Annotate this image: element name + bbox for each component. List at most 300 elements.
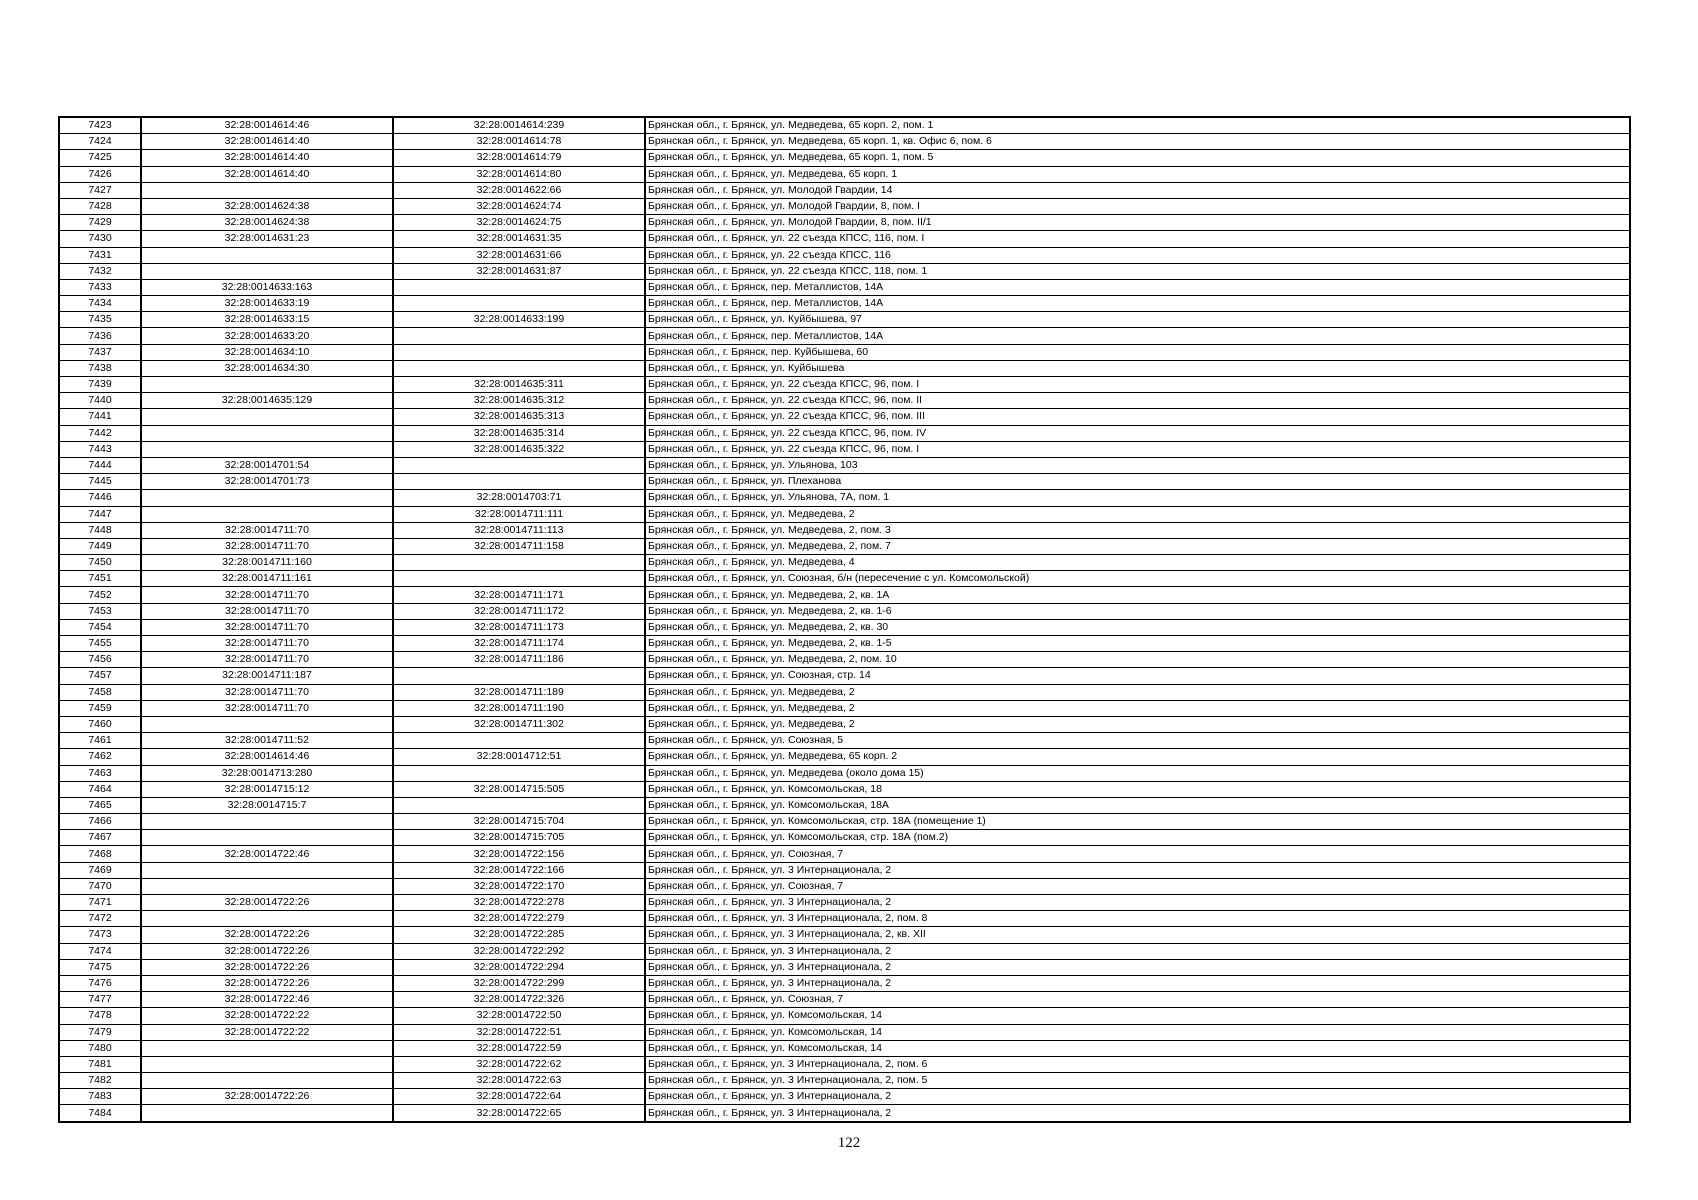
- row-number-cell: 7473: [59, 927, 141, 943]
- object-cadastral-number-cell: 32:28:0014614:239: [393, 117, 645, 134]
- land-cadastral-number-cell: 32:28:0014722:46: [141, 992, 393, 1008]
- table-row: [59, 344, 1630, 360]
- object-cadastral-number-cell: 32:28:0014622:66: [393, 182, 645, 198]
- table-row: [59, 538, 1630, 554]
- object-cadastral-number-cell: 32:28:0014631:35: [393, 231, 645, 247]
- object-cadastral-number-cell: 32:28:0014635:322: [393, 441, 645, 457]
- object-cadastral-number-cell: 32:28:0014624:75: [393, 215, 645, 231]
- address-cell: Брянская обл., г. Брянск, ул. Медведева, 2: [645, 684, 1630, 700]
- table-row: [59, 684, 1630, 700]
- land-cadastral-number-cell: 32:28:0014711:160: [141, 555, 393, 571]
- table-row: [59, 878, 1630, 894]
- address-cell: Брянская обл., г. Брянск, ул. 3 Интернационала, 2: [645, 1089, 1630, 1105]
- object-cadastral-number-cell: 32:28:0014722:51: [393, 1024, 645, 1040]
- address-cell: Брянская обл., г. Брянск, ул. Медведева, 2, пом. 3: [645, 522, 1630, 538]
- address-cell: Брянская обл., г. Брянск, ул. Медведева, 65 корп. 2: [645, 749, 1630, 765]
- object-cadastral-number-cell: [393, 555, 645, 571]
- address-cell: Брянская обл., г. Брянск, ул. Медведева, 2, пом. 7: [645, 538, 1630, 554]
- table-row: [59, 668, 1630, 684]
- address-cell: Брянская обл., г. Брянск, ул. Медведева, 2: [645, 506, 1630, 522]
- table-row: [59, 247, 1630, 263]
- row-number-cell: 7481: [59, 1056, 141, 1072]
- land-cadastral-number-cell: [141, 441, 393, 457]
- row-number-cell: 7480: [59, 1040, 141, 1056]
- table-row: [59, 150, 1630, 166]
- row-number-cell: 7437: [59, 344, 141, 360]
- row-number-cell: 7483: [59, 1089, 141, 1105]
- row-number-cell: 7434: [59, 296, 141, 312]
- table-row: [59, 231, 1630, 247]
- land-cadastral-number-cell: 32:28:0014711:70: [141, 684, 393, 700]
- address-cell: Брянская обл., г. Брянск, ул. Плеханова: [645, 474, 1630, 490]
- object-cadastral-number-cell: 32:28:0014711:172: [393, 603, 645, 619]
- table-row: [59, 603, 1630, 619]
- row-number-cell: 7425: [59, 150, 141, 166]
- address-cell: Брянская обл., г. Брянск, пер. Металлистов, 14А: [645, 279, 1630, 295]
- row-number-cell: 7479: [59, 1024, 141, 1040]
- land-cadastral-number-cell: [141, 490, 393, 506]
- table-row: [59, 117, 1630, 134]
- row-number-cell: 7470: [59, 878, 141, 894]
- table-row: [59, 733, 1630, 749]
- table-row: [59, 716, 1630, 732]
- land-cadastral-number-cell: [141, 862, 393, 878]
- address-cell: Брянская обл., г. Брянск, ул. 3 Интернационала, 2, пом. 8: [645, 911, 1630, 927]
- row-number-cell: 7430: [59, 231, 141, 247]
- row-number-cell: 7445: [59, 474, 141, 490]
- land-cadastral-number-cell: 32:28:0014634:30: [141, 360, 393, 376]
- row-number-cell: 7475: [59, 959, 141, 975]
- object-cadastral-number-cell: 32:28:0014703:71: [393, 490, 645, 506]
- object-cadastral-number-cell: 32:28:0014722:294: [393, 959, 645, 975]
- table-row: [59, 814, 1630, 830]
- row-number-cell: 7432: [59, 263, 141, 279]
- address-cell: Брянская обл., г. Брянск, ул. Комсомольская, 14: [645, 1008, 1630, 1024]
- table-row: [59, 846, 1630, 862]
- land-cadastral-number-cell: 32:28:0014711:70: [141, 587, 393, 603]
- land-cadastral-number-cell: [141, 830, 393, 846]
- address-cell: Брянская обл., г. Брянск, ул. 22 съезда КПСС, 96, пом. II: [645, 393, 1630, 409]
- table-row: [59, 474, 1630, 490]
- row-number-cell: 7436: [59, 328, 141, 344]
- table-row: [59, 895, 1630, 911]
- row-number-cell: 7462: [59, 749, 141, 765]
- land-cadastral-number-cell: 32:28:0014711:52: [141, 733, 393, 749]
- table-row: [59, 911, 1630, 927]
- row-number-cell: 7426: [59, 166, 141, 182]
- object-cadastral-number-cell: [393, 360, 645, 376]
- address-cell: Брянская обл., г. Брянск, ул. Медведева, 65 корп. 1: [645, 166, 1630, 182]
- object-cadastral-number-cell: 32:28:0014633:199: [393, 312, 645, 328]
- address-cell: Брянская обл., г. Брянск, ул. Ульянова, 7А, пом. 1: [645, 490, 1630, 506]
- table-row: [59, 636, 1630, 652]
- object-cadastral-number-cell: [393, 457, 645, 473]
- land-cadastral-number-cell: 32:28:0014633:15: [141, 312, 393, 328]
- object-cadastral-number-cell: 32:28:0014711:113: [393, 522, 645, 538]
- address-cell: Брянская обл., г. Брянск, ул. Комсомольская, 14: [645, 1040, 1630, 1056]
- address-cell: Брянская обл., г. Брянск, ул. 3 Интернационала, 2: [645, 862, 1630, 878]
- land-cadastral-number-cell: [141, 1040, 393, 1056]
- land-cadastral-number-cell: 32:28:0014701:54: [141, 457, 393, 473]
- land-cadastral-number-cell: 32:28:0014722:26: [141, 927, 393, 943]
- row-number-cell: 7478: [59, 1008, 141, 1024]
- land-cadastral-number-cell: 32:28:0014614:40: [141, 166, 393, 182]
- table-row: [59, 619, 1630, 635]
- table-row: [59, 522, 1630, 538]
- address-cell: Брянская обл., г. Брянск, ул. 3 Интернационала, 2: [645, 895, 1630, 911]
- land-cadastral-number-cell: 32:28:0014711:70: [141, 522, 393, 538]
- object-cadastral-number-cell: [393, 279, 645, 295]
- table-row: [59, 571, 1630, 587]
- table-row: [59, 749, 1630, 765]
- address-cell: Брянская обл., г. Брянск, ул. Союзная, 5: [645, 733, 1630, 749]
- object-cadastral-number-cell: [393, 474, 645, 490]
- address-cell: Брянская обл., г. Брянск, ул. Куйбышева, 97: [645, 312, 1630, 328]
- address-cell: Брянская обл., г. Брянск, пер. Металлистов, 14А: [645, 328, 1630, 344]
- address-cell: Брянская обл., г. Брянск, пер. Металлистов, 14А: [645, 296, 1630, 312]
- row-number-cell: 7471: [59, 895, 141, 911]
- address-cell: Брянская обл., г. Брянск, ул. Медведева, 2, кв. 1-6: [645, 603, 1630, 619]
- table-row: [59, 409, 1630, 425]
- page-number: 122: [837, 1135, 861, 1151]
- land-cadastral-number-cell: 32:28:0014634:10: [141, 344, 393, 360]
- land-cadastral-number-cell: [141, 716, 393, 732]
- object-cadastral-number-cell: 32:28:0014711:158: [393, 538, 645, 554]
- land-cadastral-number-cell: [141, 878, 393, 894]
- table-row: [59, 296, 1630, 312]
- table-row: [59, 975, 1630, 991]
- land-cadastral-number-cell: 32:28:0014722:22: [141, 1008, 393, 1024]
- object-cadastral-number-cell: 32:28:0014715:704: [393, 814, 645, 830]
- land-cadastral-number-cell: 32:28:0014715:12: [141, 781, 393, 797]
- object-cadastral-number-cell: 32:28:0014712:51: [393, 749, 645, 765]
- table-row: [59, 1073, 1630, 1089]
- row-number-cell: 7484: [59, 1105, 141, 1122]
- land-cadastral-number-cell: 32:28:0014711:70: [141, 636, 393, 652]
- row-number-cell: 7450: [59, 555, 141, 571]
- row-number-cell: 7443: [59, 441, 141, 457]
- address-cell: Брянская обл., г. Брянск, ул. Комсомольская, 18: [645, 781, 1630, 797]
- row-number-cell: 7448: [59, 522, 141, 538]
- land-cadastral-number-cell: [141, 1073, 393, 1089]
- object-cadastral-number-cell: 32:28:0014711:173: [393, 619, 645, 635]
- object-cadastral-number-cell: 32:28:0014722:326: [393, 992, 645, 1008]
- table-row: [59, 1024, 1630, 1040]
- object-cadastral-number-cell: 32:28:0014722:50: [393, 1008, 645, 1024]
- row-number-cell: 7460: [59, 716, 141, 732]
- table-row: [59, 959, 1630, 975]
- land-cadastral-number-cell: 32:28:0014713:280: [141, 765, 393, 781]
- address-cell: Брянская обл., г. Брянск, ул. 3 Интернационала, 2: [645, 943, 1630, 959]
- object-cadastral-number-cell: 32:28:0014711:174: [393, 636, 645, 652]
- table-row: [59, 992, 1630, 1008]
- row-number-cell: 7456: [59, 652, 141, 668]
- address-cell: Брянская обл., г. Брянск, ул. 22 съезда КПСС, 118, пом. 1: [645, 263, 1630, 279]
- land-cadastral-number-cell: 32:28:0014722:26: [141, 975, 393, 991]
- address-cell: Брянская обл., г. Брянск, ул. 3 Интернационала, 2: [645, 959, 1630, 975]
- row-number-cell: 7439: [59, 377, 141, 393]
- address-cell: Брянская обл., г. Брянск, ул. Медведева, 2, кв. 1-5: [645, 636, 1630, 652]
- object-cadastral-number-cell: [393, 344, 645, 360]
- land-cadastral-number-cell: 32:28:0014614:46: [141, 117, 393, 134]
- table-row: [59, 652, 1630, 668]
- table-row: [59, 490, 1630, 506]
- address-cell: Брянская обл., г. Брянск, ул. Ульянова, 103: [645, 457, 1630, 473]
- object-cadastral-number-cell: 32:28:0014722:65: [393, 1105, 645, 1122]
- row-number-cell: 7429: [59, 215, 141, 231]
- row-number-cell: 7431: [59, 247, 141, 263]
- object-cadastral-number-cell: [393, 765, 645, 781]
- land-cadastral-number-cell: 32:28:0014715:7: [141, 797, 393, 813]
- land-cadastral-number-cell: [141, 911, 393, 927]
- row-number-cell: 7424: [59, 134, 141, 150]
- land-cadastral-number-cell: 32:28:0014614:40: [141, 150, 393, 166]
- table-row: [59, 198, 1630, 214]
- table-row: [59, 1089, 1630, 1105]
- land-cadastral-number-cell: [141, 377, 393, 393]
- land-cadastral-number-cell: [141, 1105, 393, 1122]
- address-cell: Брянская обл., г. Брянск, ул. 22 съезда КПСС, 116: [645, 247, 1630, 263]
- row-number-cell: 7444: [59, 457, 141, 473]
- table-row: [59, 166, 1630, 182]
- row-number-cell: 7433: [59, 279, 141, 295]
- land-cadastral-number-cell: 32:28:0014624:38: [141, 198, 393, 214]
- row-number-cell: 7428: [59, 198, 141, 214]
- land-cadastral-number-cell: 32:28:0014711:70: [141, 538, 393, 554]
- row-number-cell: 7469: [59, 862, 141, 878]
- address-cell: Брянская обл., г. Брянск, ул. 22 съезда КПСС, 96, пом. I: [645, 441, 1630, 457]
- land-cadastral-number-cell: [141, 409, 393, 425]
- object-cadastral-number-cell: [393, 296, 645, 312]
- object-cadastral-number-cell: 32:28:0014635:312: [393, 393, 645, 409]
- table-row: [59, 182, 1630, 198]
- row-number-cell: 7442: [59, 425, 141, 441]
- address-cell: Брянская обл., г. Брянск, ул. Медведева (около дома 15): [645, 765, 1630, 781]
- land-cadastral-number-cell: 32:28:0014722:26: [141, 1089, 393, 1105]
- object-cadastral-number-cell: 32:28:0014722:279: [393, 911, 645, 927]
- land-cadastral-number-cell: 32:28:0014624:38: [141, 215, 393, 231]
- address-cell: Брянская обл., г. Брянск, ул. Молодой Гвардии, 14: [645, 182, 1630, 198]
- table-row: [59, 1040, 1630, 1056]
- row-number-cell: 7449: [59, 538, 141, 554]
- row-number-cell: 7423: [59, 117, 141, 134]
- object-cadastral-number-cell: 32:28:0014722:156: [393, 846, 645, 862]
- land-cadastral-number-cell: 32:28:0014711:70: [141, 652, 393, 668]
- address-cell: Брянская обл., г. Брянск, ул. Медведева, 2: [645, 700, 1630, 716]
- land-cadastral-number-cell: [141, 247, 393, 263]
- table-row: [59, 700, 1630, 716]
- row-number-cell: 7459: [59, 700, 141, 716]
- object-cadastral-number-cell: 32:28:0014711:190: [393, 700, 645, 716]
- land-cadastral-number-cell: 32:28:0014722:26: [141, 895, 393, 911]
- object-cadastral-number-cell: 32:28:0014635:313: [393, 409, 645, 425]
- cadastral-table: [58, 116, 1631, 1123]
- address-cell: Брянская обл., г. Брянск, ул. Молодой Гвардии, 8, пом. II/1: [645, 215, 1630, 231]
- land-cadastral-number-cell: 32:28:0014711:70: [141, 619, 393, 635]
- row-number-cell: 7452: [59, 587, 141, 603]
- land-cadastral-number-cell: 32:28:0014633:163: [141, 279, 393, 295]
- row-number-cell: 7476: [59, 975, 141, 991]
- table-row: [59, 555, 1630, 571]
- table-row: [59, 943, 1630, 959]
- object-cadastral-number-cell: [393, 668, 645, 684]
- object-cadastral-number-cell: 32:28:0014614:79: [393, 150, 645, 166]
- land-cadastral-number-cell: 32:28:0014722:26: [141, 959, 393, 975]
- address-cell: Брянская обл., г. Брянск, ул. Медведева, 65 корп. 1, пом. 5: [645, 150, 1630, 166]
- row-number-cell: 7451: [59, 571, 141, 587]
- address-cell: Брянская обл., г. Брянск, ул. Медведева, 65 корп. 2, пом. 1: [645, 117, 1630, 134]
- address-cell: Брянская обл., г. Брянск, ул. Союзная, 7: [645, 992, 1630, 1008]
- object-cadastral-number-cell: 32:28:0014614:80: [393, 166, 645, 182]
- object-cadastral-number-cell: 32:28:0014614:78: [393, 134, 645, 150]
- address-cell: Брянская обл., г. Брянск, ул. Медведева, 2, кв. 1А: [645, 587, 1630, 603]
- table-row: [59, 506, 1630, 522]
- table-row: [59, 781, 1630, 797]
- object-cadastral-number-cell: 32:28:0014722:166: [393, 862, 645, 878]
- table-row: [59, 1056, 1630, 1072]
- address-cell: Брянская обл., г. Брянск, ул. Медведева, 2: [645, 716, 1630, 732]
- row-number-cell: 7427: [59, 182, 141, 198]
- row-number-cell: 7474: [59, 943, 141, 959]
- address-cell: Брянская обл., г. Брянск, ул. 22 съезда КПСС, 96, пом. I: [645, 377, 1630, 393]
- object-cadastral-number-cell: 32:28:0014722:62: [393, 1056, 645, 1072]
- land-cadastral-number-cell: 32:28:0014711:70: [141, 700, 393, 716]
- address-cell: Брянская обл., г. Брянск, ул. Медведева, 4: [645, 555, 1630, 571]
- object-cadastral-number-cell: 32:28:0014631:66: [393, 247, 645, 263]
- address-cell: Брянская обл., г. Брянск, ул. Куйбышева: [645, 360, 1630, 376]
- table-row: [59, 425, 1630, 441]
- table-row: [59, 927, 1630, 943]
- object-cadastral-number-cell: 32:28:0014711:189: [393, 684, 645, 700]
- address-cell: Брянская обл., г. Брянск, ул. Комсомольская, 18А: [645, 797, 1630, 813]
- table-row: [59, 862, 1630, 878]
- object-cadastral-number-cell: [393, 733, 645, 749]
- land-cadastral-number-cell: 32:28:0014633:20: [141, 328, 393, 344]
- address-cell: Брянская обл., г. Брянск, ул. Медведева, 2, пом. 10: [645, 652, 1630, 668]
- address-cell: Брянская обл., г. Брянск, ул. 3 Интернационала, 2, пом. 5: [645, 1073, 1630, 1089]
- land-cadastral-number-cell: [141, 263, 393, 279]
- address-cell: Брянская обл., г. Брянск, ул. Союзная, 7: [645, 846, 1630, 862]
- table-row: [59, 279, 1630, 295]
- address-cell: Брянская обл., г. Брянск, ул. Молодой Гвардии, 8, пом. I: [645, 198, 1630, 214]
- row-number-cell: 7440: [59, 393, 141, 409]
- table-row: [59, 312, 1630, 328]
- address-cell: Брянская обл., г. Брянск, ул. 3 Интернационала, 2: [645, 1105, 1630, 1122]
- object-cadastral-number-cell: 32:28:0014722:170: [393, 878, 645, 894]
- table-row: [59, 457, 1630, 473]
- row-number-cell: 7435: [59, 312, 141, 328]
- object-cadastral-number-cell: 32:28:0014635:311: [393, 377, 645, 393]
- object-cadastral-number-cell: [393, 571, 645, 587]
- land-cadastral-number-cell: 32:28:0014711:161: [141, 571, 393, 587]
- row-number-cell: 7458: [59, 684, 141, 700]
- table-row: [59, 441, 1630, 457]
- land-cadastral-number-cell: [141, 814, 393, 830]
- address-cell: Брянская обл., г. Брянск, ул. 3 Интернационала, 2, кв. XII: [645, 927, 1630, 943]
- table-row: [59, 215, 1630, 231]
- row-number-cell: 7447: [59, 506, 141, 522]
- object-cadastral-number-cell: [393, 797, 645, 813]
- address-cell: Брянская обл., г. Брянск, ул. Комсомольская, 14: [645, 1024, 1630, 1040]
- address-cell: Брянская обл., г. Брянск, ул. 3 Интернационала, 2, пом. 6: [645, 1056, 1630, 1072]
- address-cell: Брянская обл., г. Брянск, ул. 22 съезда КПСС, 96, пом. IV: [645, 425, 1630, 441]
- address-cell: Брянская обл., г. Брянск, ул. Союзная, стр. 14: [645, 668, 1630, 684]
- land-cadastral-number-cell: 32:28:0014701:73: [141, 474, 393, 490]
- row-number-cell: 7467: [59, 830, 141, 846]
- object-cadastral-number-cell: 32:28:0014631:87: [393, 263, 645, 279]
- row-number-cell: 7453: [59, 603, 141, 619]
- row-number-cell: 7455: [59, 636, 141, 652]
- table-row: [59, 797, 1630, 813]
- table-row: [59, 393, 1630, 409]
- row-number-cell: 7464: [59, 781, 141, 797]
- land-cadastral-number-cell: 32:28:0014722:22: [141, 1024, 393, 1040]
- object-cadastral-number-cell: 32:28:0014722:59: [393, 1040, 645, 1056]
- land-cadastral-number-cell: 32:28:0014711:187: [141, 668, 393, 684]
- table-row: [59, 1105, 1630, 1122]
- row-number-cell: 7466: [59, 814, 141, 830]
- land-cadastral-number-cell: [141, 1056, 393, 1072]
- table-row: [59, 328, 1630, 344]
- address-cell: Брянская обл., г. Брянск, ул. Медведева, 2, кв. 30: [645, 619, 1630, 635]
- object-cadastral-number-cell: 32:28:0014722:278: [393, 895, 645, 911]
- address-cell: Брянская обл., г. Брянск, ул. 22 съезда КПСС, 96, пом. III: [645, 409, 1630, 425]
- object-cadastral-number-cell: [393, 328, 645, 344]
- object-cadastral-number-cell: 32:28:0014711:111: [393, 506, 645, 522]
- table-body: [59, 117, 1630, 1122]
- row-number-cell: 7454: [59, 619, 141, 635]
- object-cadastral-number-cell: 32:28:0014715:705: [393, 830, 645, 846]
- address-cell: Брянская обл., г. Брянск, пер. Куйбышева, 60: [645, 344, 1630, 360]
- object-cadastral-number-cell: 32:28:0014722:299: [393, 975, 645, 991]
- object-cadastral-number-cell: 32:28:0014715:505: [393, 781, 645, 797]
- object-cadastral-number-cell: 32:28:0014722:292: [393, 943, 645, 959]
- row-number-cell: 7446: [59, 490, 141, 506]
- address-cell: Брянская обл., г. Брянск, ул. Комсомольская, стр. 18А (помещение 1): [645, 814, 1630, 830]
- address-cell: Брянская обл., г. Брянск, ул. 3 Интернационала, 2: [645, 975, 1630, 991]
- address-cell: Брянская обл., г. Брянск, ул. Комсомольская, стр. 18А (пом.2): [645, 830, 1630, 846]
- land-cadastral-number-cell: 32:28:0014722:46: [141, 846, 393, 862]
- row-number-cell: 7468: [59, 846, 141, 862]
- row-number-cell: 7465: [59, 797, 141, 813]
- address-cell: Брянская обл., г. Брянск, ул. Медведева, 65 корп. 1, кв. Офис 6, пом. 6: [645, 134, 1630, 150]
- table-row: [59, 1008, 1630, 1024]
- table-row: [59, 134, 1630, 150]
- table-row: [59, 765, 1630, 781]
- object-cadastral-number-cell: 32:28:0014711:302: [393, 716, 645, 732]
- land-cadastral-number-cell: [141, 425, 393, 441]
- object-cadastral-number-cell: 32:28:0014711:186: [393, 652, 645, 668]
- row-number-cell: 7461: [59, 733, 141, 749]
- row-number-cell: 7457: [59, 668, 141, 684]
- address-cell: Брянская обл., г. Брянск, ул. Союзная, б/н (пересечение с ул. Комсомольской): [645, 571, 1630, 587]
- land-cadastral-number-cell: 32:28:0014722:26: [141, 943, 393, 959]
- row-number-cell: 7438: [59, 360, 141, 376]
- object-cadastral-number-cell: 32:28:0014722:63: [393, 1073, 645, 1089]
- row-number-cell: 7472: [59, 911, 141, 927]
- address-cell: Брянская обл., г. Брянск, ул. 22 съезда КПСС, 116, пом. I: [645, 231, 1630, 247]
- object-cadastral-number-cell: 32:28:0014635:314: [393, 425, 645, 441]
- land-cadastral-number-cell: [141, 506, 393, 522]
- land-cadastral-number-cell: 32:28:0014633:19: [141, 296, 393, 312]
- land-cadastral-number-cell: 32:28:0014614:46: [141, 749, 393, 765]
- land-cadastral-number-cell: 32:28:0014631:23: [141, 231, 393, 247]
- object-cadastral-number-cell: 32:28:0014722:285: [393, 927, 645, 943]
- land-cadastral-number-cell: [141, 182, 393, 198]
- table-row: [59, 360, 1630, 376]
- land-cadastral-number-cell: 32:28:0014614:40: [141, 134, 393, 150]
- row-number-cell: 7463: [59, 765, 141, 781]
